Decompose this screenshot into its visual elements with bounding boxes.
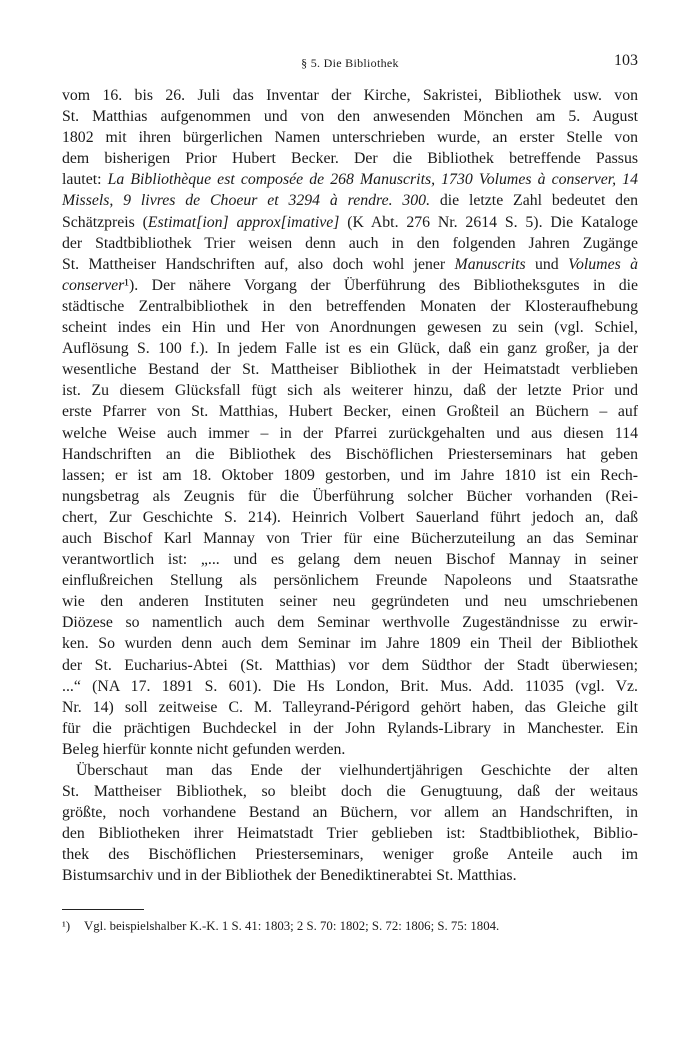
text-line — [62, 718, 638, 739]
text-span: ken. So wurden denn auch dem Seminar im Jahre 1809 ein Theil der Bibliothek — [62, 635, 638, 653]
text-line — [62, 823, 638, 844]
text-span: und — [525, 255, 569, 273]
text-line — [62, 169, 638, 190]
running-title: § 5. Die Bibliothek — [301, 56, 399, 70]
text-line — [62, 190, 638, 211]
text-line — [62, 802, 638, 823]
text-line — [62, 697, 638, 718]
text-span: auch Bischof Karl Mannay von Trier für eine Bücherzuteilung an das Seminar — [62, 529, 638, 547]
text-line — [62, 359, 638, 380]
text-line — [62, 465, 638, 486]
text-line — [62, 338, 638, 359]
text-span: der Stadtbibliothek Trier weisen denn auch in den folgenden Jahren Zugänge — [62, 234, 638, 252]
text-span: nungsbetrag als Zeugnis für die Überführung solcher Bücher vorhanden (Rei- — [62, 487, 638, 505]
text-span: den Bibliotheken ihrer Heimatstadt Trier geblieben ist: Stadtbibliothek, Biblio- — [62, 825, 638, 843]
text-span: ...“ (NA 17. 1891 S. 601). Die Hs London, Brit. Mus. Add. 11035 (vgl. Vz. — [62, 677, 638, 695]
text-span: einflußreichen Stellung als persönlichem Freunde Napoleons und Staatsrathe — [62, 572, 638, 590]
text-line — [62, 549, 638, 570]
text-span: vom 16. bis 26. Juli das Inventar der Kirche, Sakristei, Bibliothek usw. von — [62, 87, 638, 104]
text-span: chert, Zur Geschichte S. 214). Heinrich Volbert Sauerland führt jedoch an, daß — [62, 508, 638, 526]
text-line — [62, 676, 638, 697]
text-span: wesentliche Bestand der St. Mattheiser Bibliothek in der Heimatstadt verblieben — [62, 361, 638, 379]
text-span: (K Abt. 276 Nr. 2614 S. 5). Die Kataloge — [339, 213, 638, 231]
text-span: ¹). Der nähere Vorgang der Überführung des Bibliotheksgutes in die — [124, 276, 638, 294]
text-span: lautet: — [62, 171, 108, 189]
footnote-text: Vgl. beispielshalber K.-K. 1 S. 41: 1803; 2 S. 70: 1802; S. 72: 1806; S. 75: 1804. — [84, 919, 500, 933]
text-span: Handschriften an die Bibliothek des Bischöflichen Priesterseminars hat geben — [62, 445, 638, 463]
text-line — [62, 591, 638, 612]
text-span: verantwortlich ist: „... und es gelang dem neuen Bischof Mannay in seiner — [62, 551, 638, 569]
italic-span: La Bibliothèque est composée de 268 Manuscrits, 1730 Volumes à conserver, 14 — [107, 171, 638, 189]
text-span: Bistumsarchiv und in der Bibliothek der Benediktinerabtei St. Matthias. — [62, 867, 517, 885]
text-span: St. Matthias aufgenommen und von den anwesenden Mönchen am 5. August — [62, 108, 638, 126]
text-span: die letzte Zahl bedeutet den — [430, 192, 638, 210]
text-line — [62, 507, 638, 528]
text-line — [62, 127, 638, 148]
text-line — [62, 106, 638, 127]
text-line — [62, 148, 638, 169]
text-line — [62, 401, 638, 422]
italic-span: Estimat[ion] approx[imative] — [147, 213, 340, 231]
text-span: welche Weise auch immer – in der Pfarrei zurückgehalten und aus diesen 114 — [62, 424, 638, 442]
text-line — [62, 528, 638, 549]
text-span: St. Mattheiser Bibliothek, so bleibt doch die Genugtuung, daß der weitaus — [62, 783, 638, 801]
text-line — [62, 444, 638, 465]
text-line — [62, 739, 638, 760]
text-line — [62, 212, 638, 233]
italic-span: conserver — [62, 276, 125, 294]
text-span: wie den anderen Instituten seiner neu gegründeten und neu umschriebenen — [62, 593, 638, 611]
text-span: für die prächtigen Buchdeckel in der John Rylands-Library in Manchester. Ein — [62, 719, 638, 737]
text-line — [62, 633, 638, 654]
text-line — [62, 85, 638, 106]
text-span: thek des Bischöflichen Priesterseminars, weniger große Anteile auch im — [62, 846, 638, 864]
text-line — [62, 423, 638, 444]
italic-span: Manuscrits — [454, 255, 526, 273]
text-span: Beleg hierfür konnte nicht gefunden werden. — [62, 740, 346, 758]
footnote-marker: ¹) — [62, 919, 71, 933]
text-span: Diözese so namentlich auch dem Seminar werthvolle Zugeständnisse zu erwir- — [62, 614, 638, 632]
footnote — [62, 917, 638, 935]
text-line — [62, 612, 638, 633]
body-text — [62, 85, 638, 887]
text-line — [62, 760, 638, 781]
footnote-rule — [62, 909, 144, 910]
text-span: scheint indes ein Hin und Her von Anordnungen gewesen zu sein (vgl. Schiel, — [62, 319, 638, 337]
page-number: 103 — [614, 52, 638, 69]
text-span: St. Mattheiser Handschriften auf, also doch wohl jener — [62, 255, 455, 273]
text-span: der St. Eucharius-Abtei (St. Matthias) vor dem Südthor der Stadt überwiesen; — [62, 656, 638, 674]
text-span: ist. Zu diesem Glücksfall fügt sich als weiterer hinzu, daß der letzte Prior und — [62, 382, 638, 400]
text-line — [62, 844, 638, 865]
text-line — [62, 865, 638, 886]
italic-span: Missels, 9 livres de Choeur et 3294 à rendre. 300. — [62, 192, 431, 210]
text-span: Schätzpreis ( — [62, 213, 148, 231]
text-span: erste Pfarrer von St. Matthias, Hubert Becker, einen Großteil an Büchern – auf — [62, 403, 638, 421]
text-line — [62, 317, 638, 338]
text-line — [62, 486, 638, 507]
text-span: städtische Zentralbibliothek in den betreffenden Monaten der Klosteraufhebung — [62, 297, 638, 315]
text-line — [62, 275, 638, 296]
text-span: lassen; er ist am 18. Oktober 1809 gestorben, und im Jahre 1810 ist ein Rech- — [62, 466, 638, 484]
text-line — [62, 570, 638, 591]
text-span: 1802 mit ihren bürgerlichen Namen unterschrieben wurde, an erster Stelle von — [62, 129, 638, 147]
text-span: Überschaut man das Ende der vielhundertjährigen Geschichte der alten — [76, 762, 638, 779]
text-line — [62, 296, 638, 317]
text-span: größte, noch vorhandene Bestand an Büchern, vor allem an Handschriften, in — [62, 804, 638, 822]
page-header — [62, 52, 638, 72]
italic-span: Volumes à — [568, 255, 638, 273]
text-line — [62, 655, 638, 676]
text-line — [62, 254, 638, 275]
text-span: Auflösung S. 100 f.). In jedem Falle ist es ein Glück, daß ein ganz großer, ja der — [62, 340, 638, 358]
text-span: Nr. 14) soll zeitweise C. M. Talleyrand-Périgord gehört haben, das Gleiche gilt — [62, 698, 638, 716]
text-line — [62, 781, 638, 802]
text-line — [62, 233, 638, 254]
text-span: dem bisherigen Prior Hubert Becker. Der die Bibliothek betreffende Passus — [62, 150, 638, 168]
text-line — [62, 380, 638, 401]
